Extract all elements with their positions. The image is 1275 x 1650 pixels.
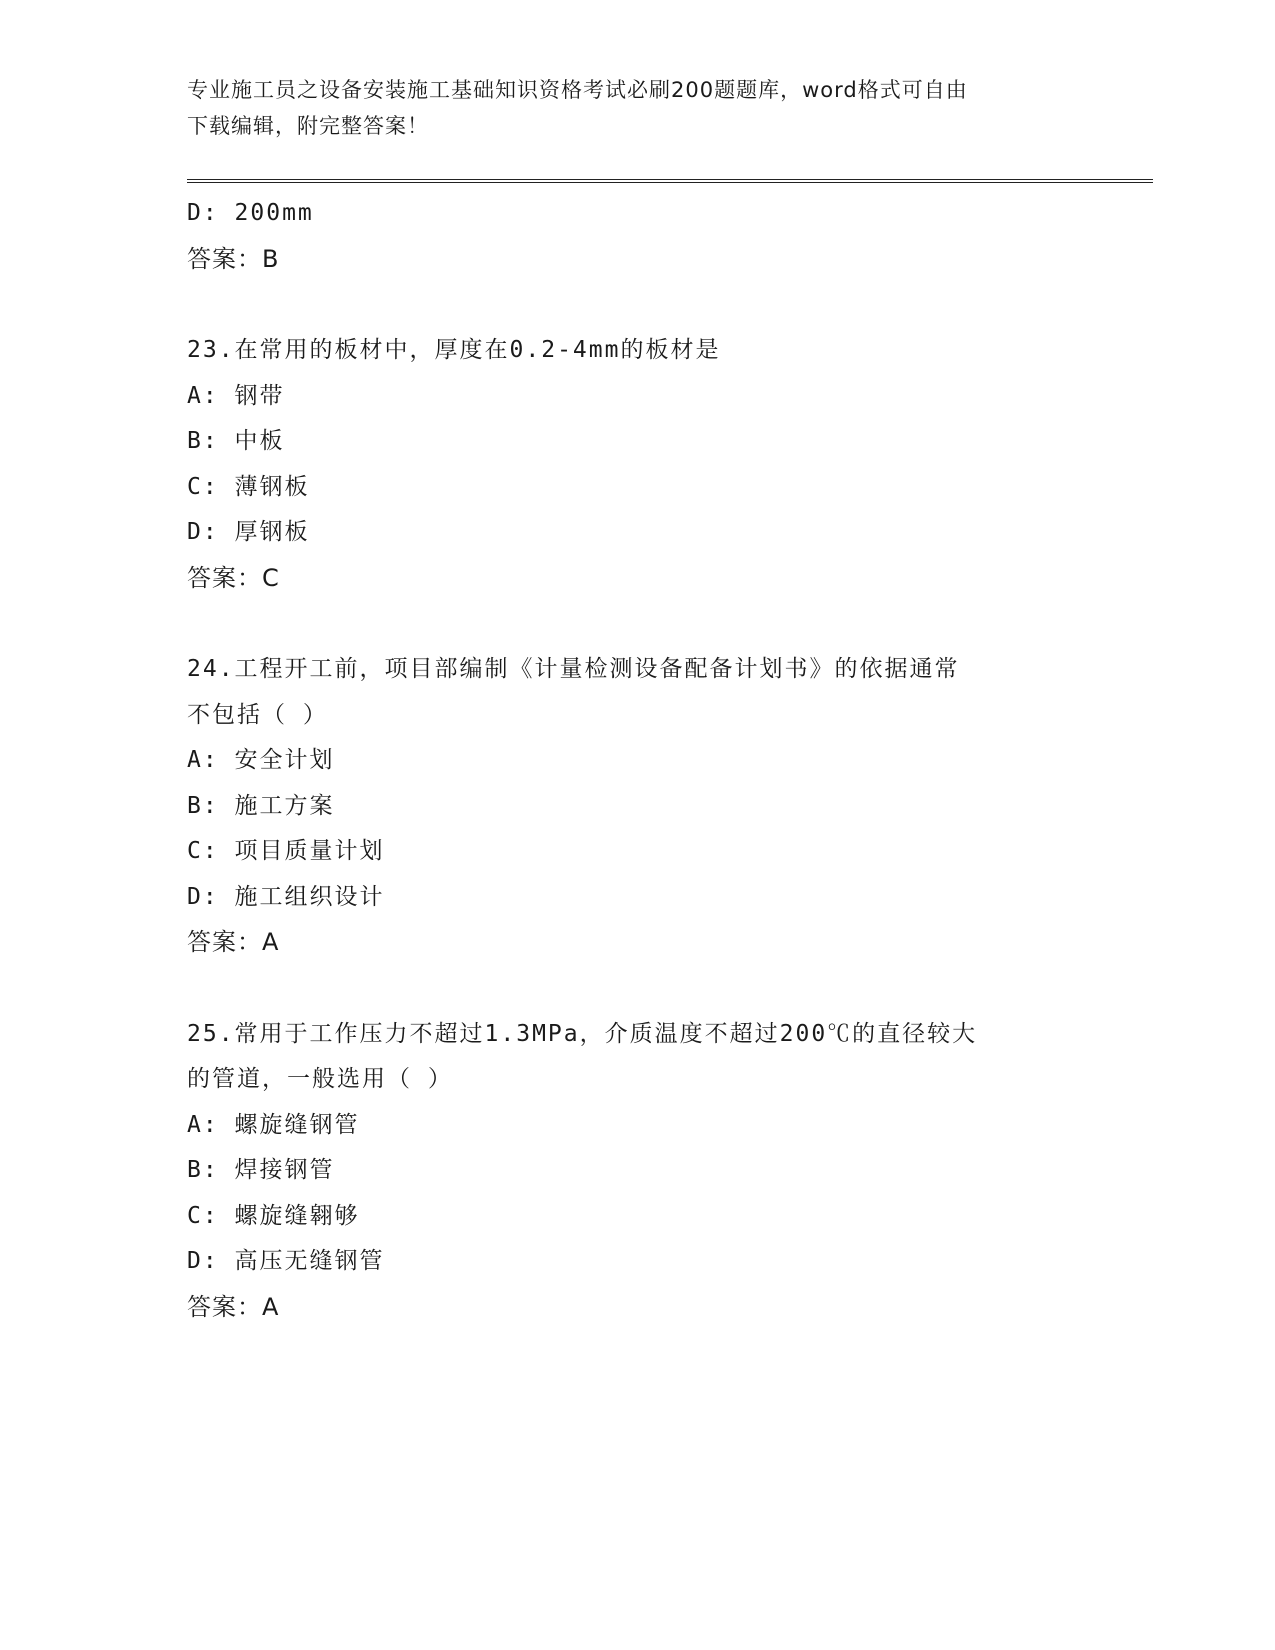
- spacer: [187, 601, 1087, 647]
- option-b: B: 焊接钢管: [187, 1157, 335, 1183]
- option-c: C: 项目质量计划: [187, 838, 385, 864]
- option-a: A: 螺旋缝钢管: [187, 1111, 360, 1138]
- spacer: [187, 282, 1087, 328]
- header-divider: [187, 179, 1153, 183]
- option-a: A: 钢带: [187, 382, 285, 409]
- question-stem: 23.在常用的板材中，厚度在0.2-4mm的板材是: [187, 337, 721, 363]
- question-25: [187, 1012, 1087, 1331]
- option-d: D: 高压无缝钢管: [187, 1248, 385, 1274]
- answer: 答案：C: [187, 563, 280, 592]
- question-23: [187, 328, 1087, 601]
- question-stem-continued: 的管道，一般选用（ ）: [187, 1066, 453, 1092]
- question-24: [187, 647, 1087, 966]
- question-content: [187, 191, 1087, 1330]
- question-stem-continued: 不包括（ ）: [187, 701, 328, 728]
- option-d: D: 施工组织设计: [187, 883, 385, 910]
- prev-answer: 答案：B: [187, 244, 280, 273]
- answer: 答案：A: [187, 928, 280, 956]
- option-c: C: 螺旋缝翱够: [187, 1202, 360, 1229]
- header-title-line-1: 专业施工员之设备安装施工基础知识资格考试必刷200题题库，word格式可自由: [187, 78, 968, 102]
- question-stem: 25.常用于工作压力不超过1.3MPa，介质温度不超过200℃的直径较大: [187, 1020, 978, 1047]
- header-title-line-2: 下载编辑，附完整答案！: [187, 114, 429, 138]
- option-a: A: 安全计划: [187, 747, 335, 773]
- answer: 答案：A: [187, 1292, 280, 1321]
- option-b: B: 中板: [187, 428, 285, 454]
- question-stem: 24.工程开工前，项目部编制《计量检测设备配备计划书》的依据通常: [187, 656, 960, 682]
- prev-option-d: D: 200mm: [187, 200, 314, 226]
- spacer: [187, 966, 1087, 1012]
- option-d: D: 厚钢板: [187, 519, 310, 545]
- option-b: B: 施工方案: [187, 792, 335, 819]
- option-c: C: 薄钢板: [187, 473, 310, 500]
- page-header: [187, 72, 1067, 144]
